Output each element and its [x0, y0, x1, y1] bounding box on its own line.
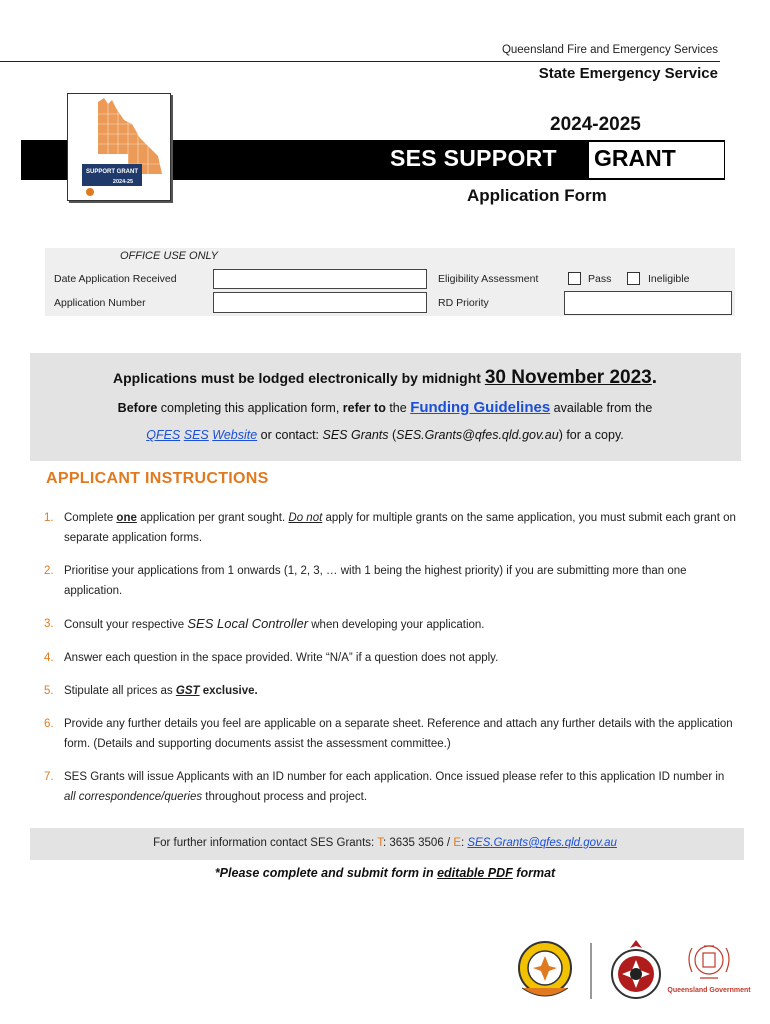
footer-phone: : 3635 3506 / — [382, 837, 454, 849]
qfes-link[interactable]: QFES — [146, 428, 181, 442]
i2-text: Prioritise your applications from 1 onwards (1, 2, 3, … with 1 being the highest priority) if you are submitting more than one application. — [64, 565, 687, 597]
i3-b: SES Local Controller — [187, 616, 309, 631]
pdf-note — [0, 866, 770, 880]
list-item — [46, 614, 736, 635]
i1-b: application per grant sought. — [136, 512, 289, 524]
instructions-list — [46, 508, 736, 807]
list-item — [46, 681, 736, 701]
i3-a: Consult your respective — [64, 619, 188, 631]
guidelines-line — [0, 399, 770, 416]
rd-priority-field[interactable] — [564, 291, 732, 315]
i1-c: apply for multiple grants on the same application, you must submit each grant on separate application forms. — [64, 512, 736, 544]
i4-text: Answer each question in the space provided. Write “N/A” if a question does not apply. — [64, 652, 499, 664]
list-item — [46, 648, 736, 668]
application-number-label: Application Number — [54, 297, 146, 309]
banner-email-text: SES.Grants@qfes.qld.gov.au — [396, 428, 559, 442]
completing-text: completing this application form, — [157, 401, 343, 415]
before-text: Before — [117, 401, 158, 415]
queensland-government-logo-icon — [667, 938, 751, 1004]
ses-grants-text: SES Grants — [322, 428, 389, 442]
deadline-line — [0, 367, 770, 389]
ses-link[interactable]: SES — [183, 428, 209, 442]
deadline-prefix: Applications must be lodged electronically by midnight — [113, 370, 485, 386]
available-text: available from the — [550, 401, 653, 415]
date-received-field[interactable] — [213, 269, 427, 289]
i5-a: Stipulate all prices as — [64, 685, 176, 697]
rd-priority-label: RD Priority — [438, 297, 489, 309]
list-item — [46, 767, 736, 807]
instructions-title: APPLICANT INSTRUCTIONS — [46, 470, 269, 487]
footer-e: E — [453, 837, 461, 849]
office-use-title: OFFICE USE ONLY — [120, 250, 219, 262]
refer-to-text: refer to — [342, 401, 386, 415]
i1-a: Complete — [64, 512, 117, 524]
i7-a: SES Grants will issue Applicants with an ID number for each application. Once issued please refer to this application ID number in — [64, 771, 725, 783]
logo-support-grant-text: SUPPORT GRANT — [85, 169, 139, 175]
footer-text: For further information contact SES Grants: — [153, 837, 378, 849]
i6-text: Provide any further details you feel are applicable on a separate sheet. Reference and attach any further details with the application form. (Details and supporting documents assist the assessment committee.) — [64, 718, 733, 750]
item-number: 1. — [44, 512, 54, 524]
ineligible-checkbox[interactable] — [627, 272, 640, 285]
footer-email-link[interactable]: SES.Grants@qfes.qld.gov.au — [467, 837, 617, 849]
eligibility-label: Eligibility Assessment — [438, 273, 539, 285]
copy-text: ) for a copy. — [558, 428, 624, 442]
item-number: 2. — [44, 565, 54, 577]
i5-excl: exclusive. — [199, 685, 258, 697]
qld-gov-logo-text: Queensland Government — [667, 987, 751, 994]
list-item — [46, 714, 736, 754]
service-name: State Emergency Service — [538, 65, 718, 82]
ses-emblem-icon — [516, 940, 574, 1002]
qfes-crest-icon — [606, 938, 666, 1004]
the-text: the — [385, 401, 411, 415]
i1-one: one — [116, 512, 137, 524]
header-rule — [0, 61, 720, 62]
emblem-divider — [590, 943, 592, 999]
website-link[interactable]: Website — [212, 428, 258, 442]
i7-c: throughout process and project. — [202, 791, 368, 803]
title-grant: GRANT — [594, 145, 676, 171]
pass-checkbox[interactable] — [568, 272, 581, 285]
item-number: 3. — [44, 618, 54, 630]
paren-open: ( — [388, 428, 397, 442]
item-number: 6. — [44, 718, 54, 730]
ses-grant-logo — [67, 93, 171, 201]
grant-year: 2024-2025 — [550, 114, 641, 135]
i7-b: all correspondence/queries — [64, 791, 203, 803]
deadline-period: . — [651, 367, 657, 388]
title-ses-support: SES SUPPORT — [390, 145, 557, 171]
form-subtitle: Application Form — [467, 186, 607, 205]
item-number: 4. — [44, 652, 54, 664]
note-b: format — [512, 866, 556, 880]
note-editable: editable PDF — [437, 866, 513, 880]
footer-colon: : — [460, 837, 468, 849]
funding-guidelines-link[interactable]: Funding Guidelines — [410, 399, 551, 416]
contact-line — [0, 428, 770, 442]
date-received-label: Date Application Received — [54, 273, 177, 285]
footer-t: T — [377, 837, 383, 849]
list-item — [46, 561, 736, 601]
i5-gst: GST — [175, 685, 200, 697]
item-number: 5. — [44, 685, 54, 697]
i3-c: when developing your application. — [308, 619, 485, 631]
contact-text: or contact: — [257, 428, 323, 442]
pass-label: Pass — [588, 273, 612, 285]
deadline-date: 30 November 2023 — [484, 367, 652, 388]
ineligible-label: Ineligible — [648, 273, 690, 285]
org-name: Queensland Fire and Emergency Services — [501, 44, 718, 56]
logo-year-text: 2024-25 — [112, 179, 134, 185]
item-number: 7. — [44, 771, 54, 783]
queensland-map-icon — [68, 94, 170, 200]
list-item — [46, 508, 736, 548]
application-number-field[interactable] — [213, 292, 427, 313]
i1-donot: Do not — [288, 512, 323, 524]
note-a: *Please complete and submit form in — [214, 866, 438, 880]
contact-footer — [0, 837, 770, 849]
logo-ses-text: SES — [76, 152, 95, 162]
